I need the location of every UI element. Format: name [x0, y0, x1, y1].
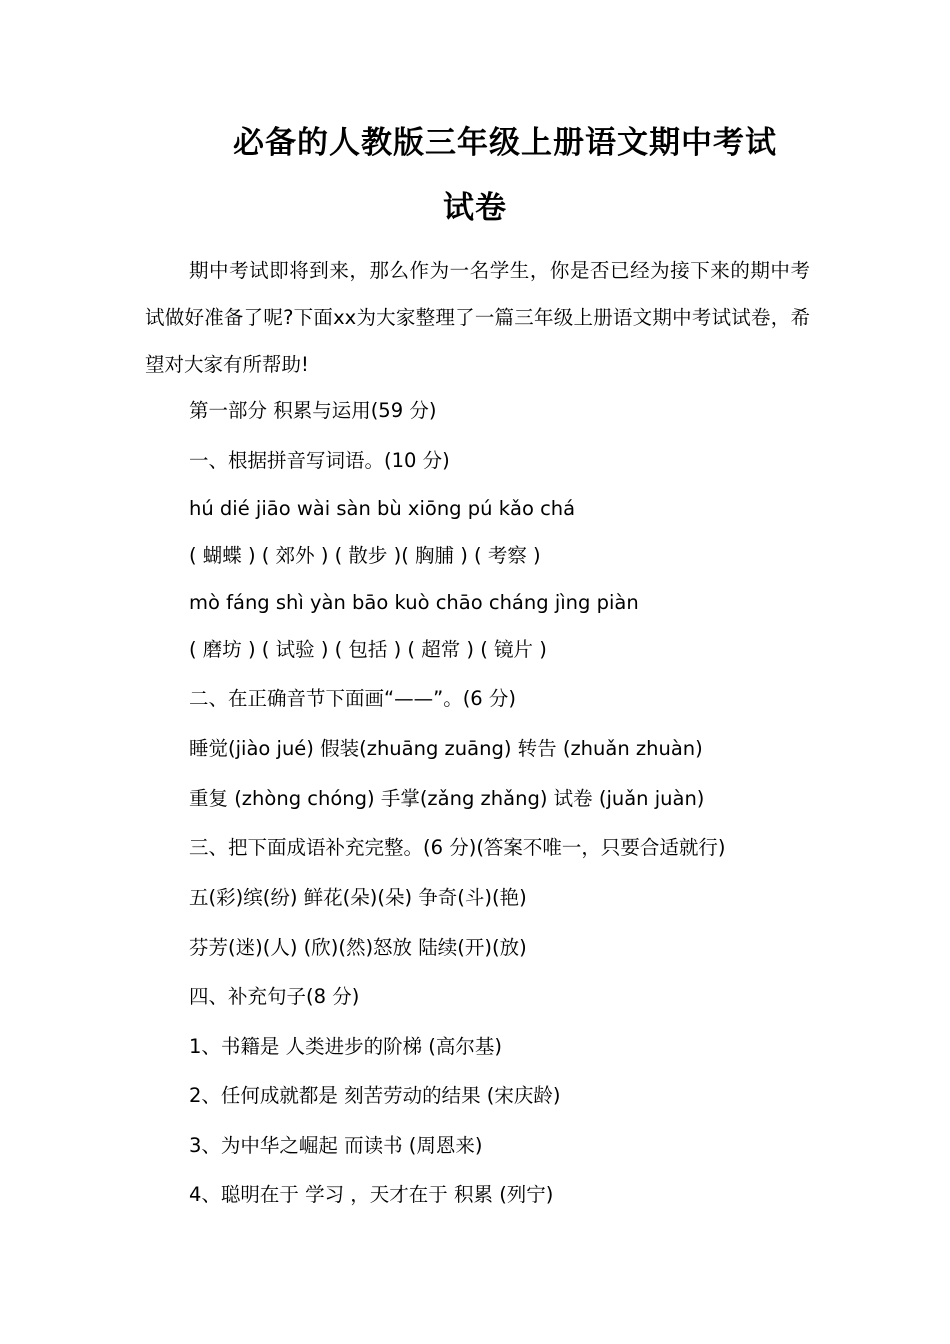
- question-heading-1: 一、根据拼音写词语。(10 分): [189, 449, 450, 472]
- question-heading-4: 四、补充句子(8 分): [189, 985, 360, 1008]
- section-heading-part-one: 第一部分 积累与运用(59 分): [189, 399, 437, 422]
- syllable-line-1: 睡觉(jiào jué) 假装(zhuāng zuāng) 转告 (zhuǎn zhuàn): [189, 737, 703, 760]
- sentence-line-2: 2、任何成就都是 刻苦劳动的结果 (宋庆龄): [189, 1084, 561, 1107]
- syllable-line-2: 重复 (zhòng chóng) 手掌(zǎng zhǎng) 试卷 (juǎn juàn): [189, 787, 705, 810]
- question-heading-3: 三、把下面成语补充完整。(6 分)(答案不唯一，只要合适就行): [189, 836, 726, 859]
- pinyin-line-1: hú dié jiāo wài sàn bù xiōng pú kǎo chá: [189, 497, 576, 520]
- intro-paragraph: 期中考试即将到来，那么作为一名学生，你是否已经为接下来的期中考试做好准备了呢?下面xx为大家整理了一篇三年级上册语文期中考试试卷，希望对大家有所帮助!: [145, 259, 810, 376]
- idiom-line-1: 五(彩)缤(纷) 鲜花(朵)(朵) 争奇(斗)(艳): [189, 886, 527, 909]
- answer-line-2: ( 磨坊 ) ( 试验 ) ( 包括 ) ( 超常 ) ( 镜片 ): [189, 638, 547, 661]
- idiom-line-2: 芬芳(迷)(人) (欣)(然)怒放 陆续(开)(放): [189, 936, 527, 959]
- pinyin-line-2: mò fáng shì yàn bāo kuò chāo cháng jìng piàn: [189, 591, 639, 614]
- document-title-line-2: 试卷: [443, 190, 507, 226]
- answer-line-1: ( 蝴蝶 ) ( 郊外 ) ( 散步 )( 胸脯 ) ( 考察 ): [189, 544, 541, 567]
- question-heading-2: 二、在正确音节下面画“——”。(6 分): [189, 687, 517, 710]
- sentence-line-3: 3、为中华之崛起 而读书 (周恩来): [189, 1134, 483, 1157]
- sentence-line-1: 1、书籍是 人类进步的阶梯 (高尔基): [189, 1035, 503, 1058]
- sentence-line-4: 4、聪明在于 学习 ，天才在于 积累 (列宁): [189, 1183, 554, 1206]
- document-title-line-1: 必备的人教版三年级上册语文期中考试: [233, 125, 777, 161]
